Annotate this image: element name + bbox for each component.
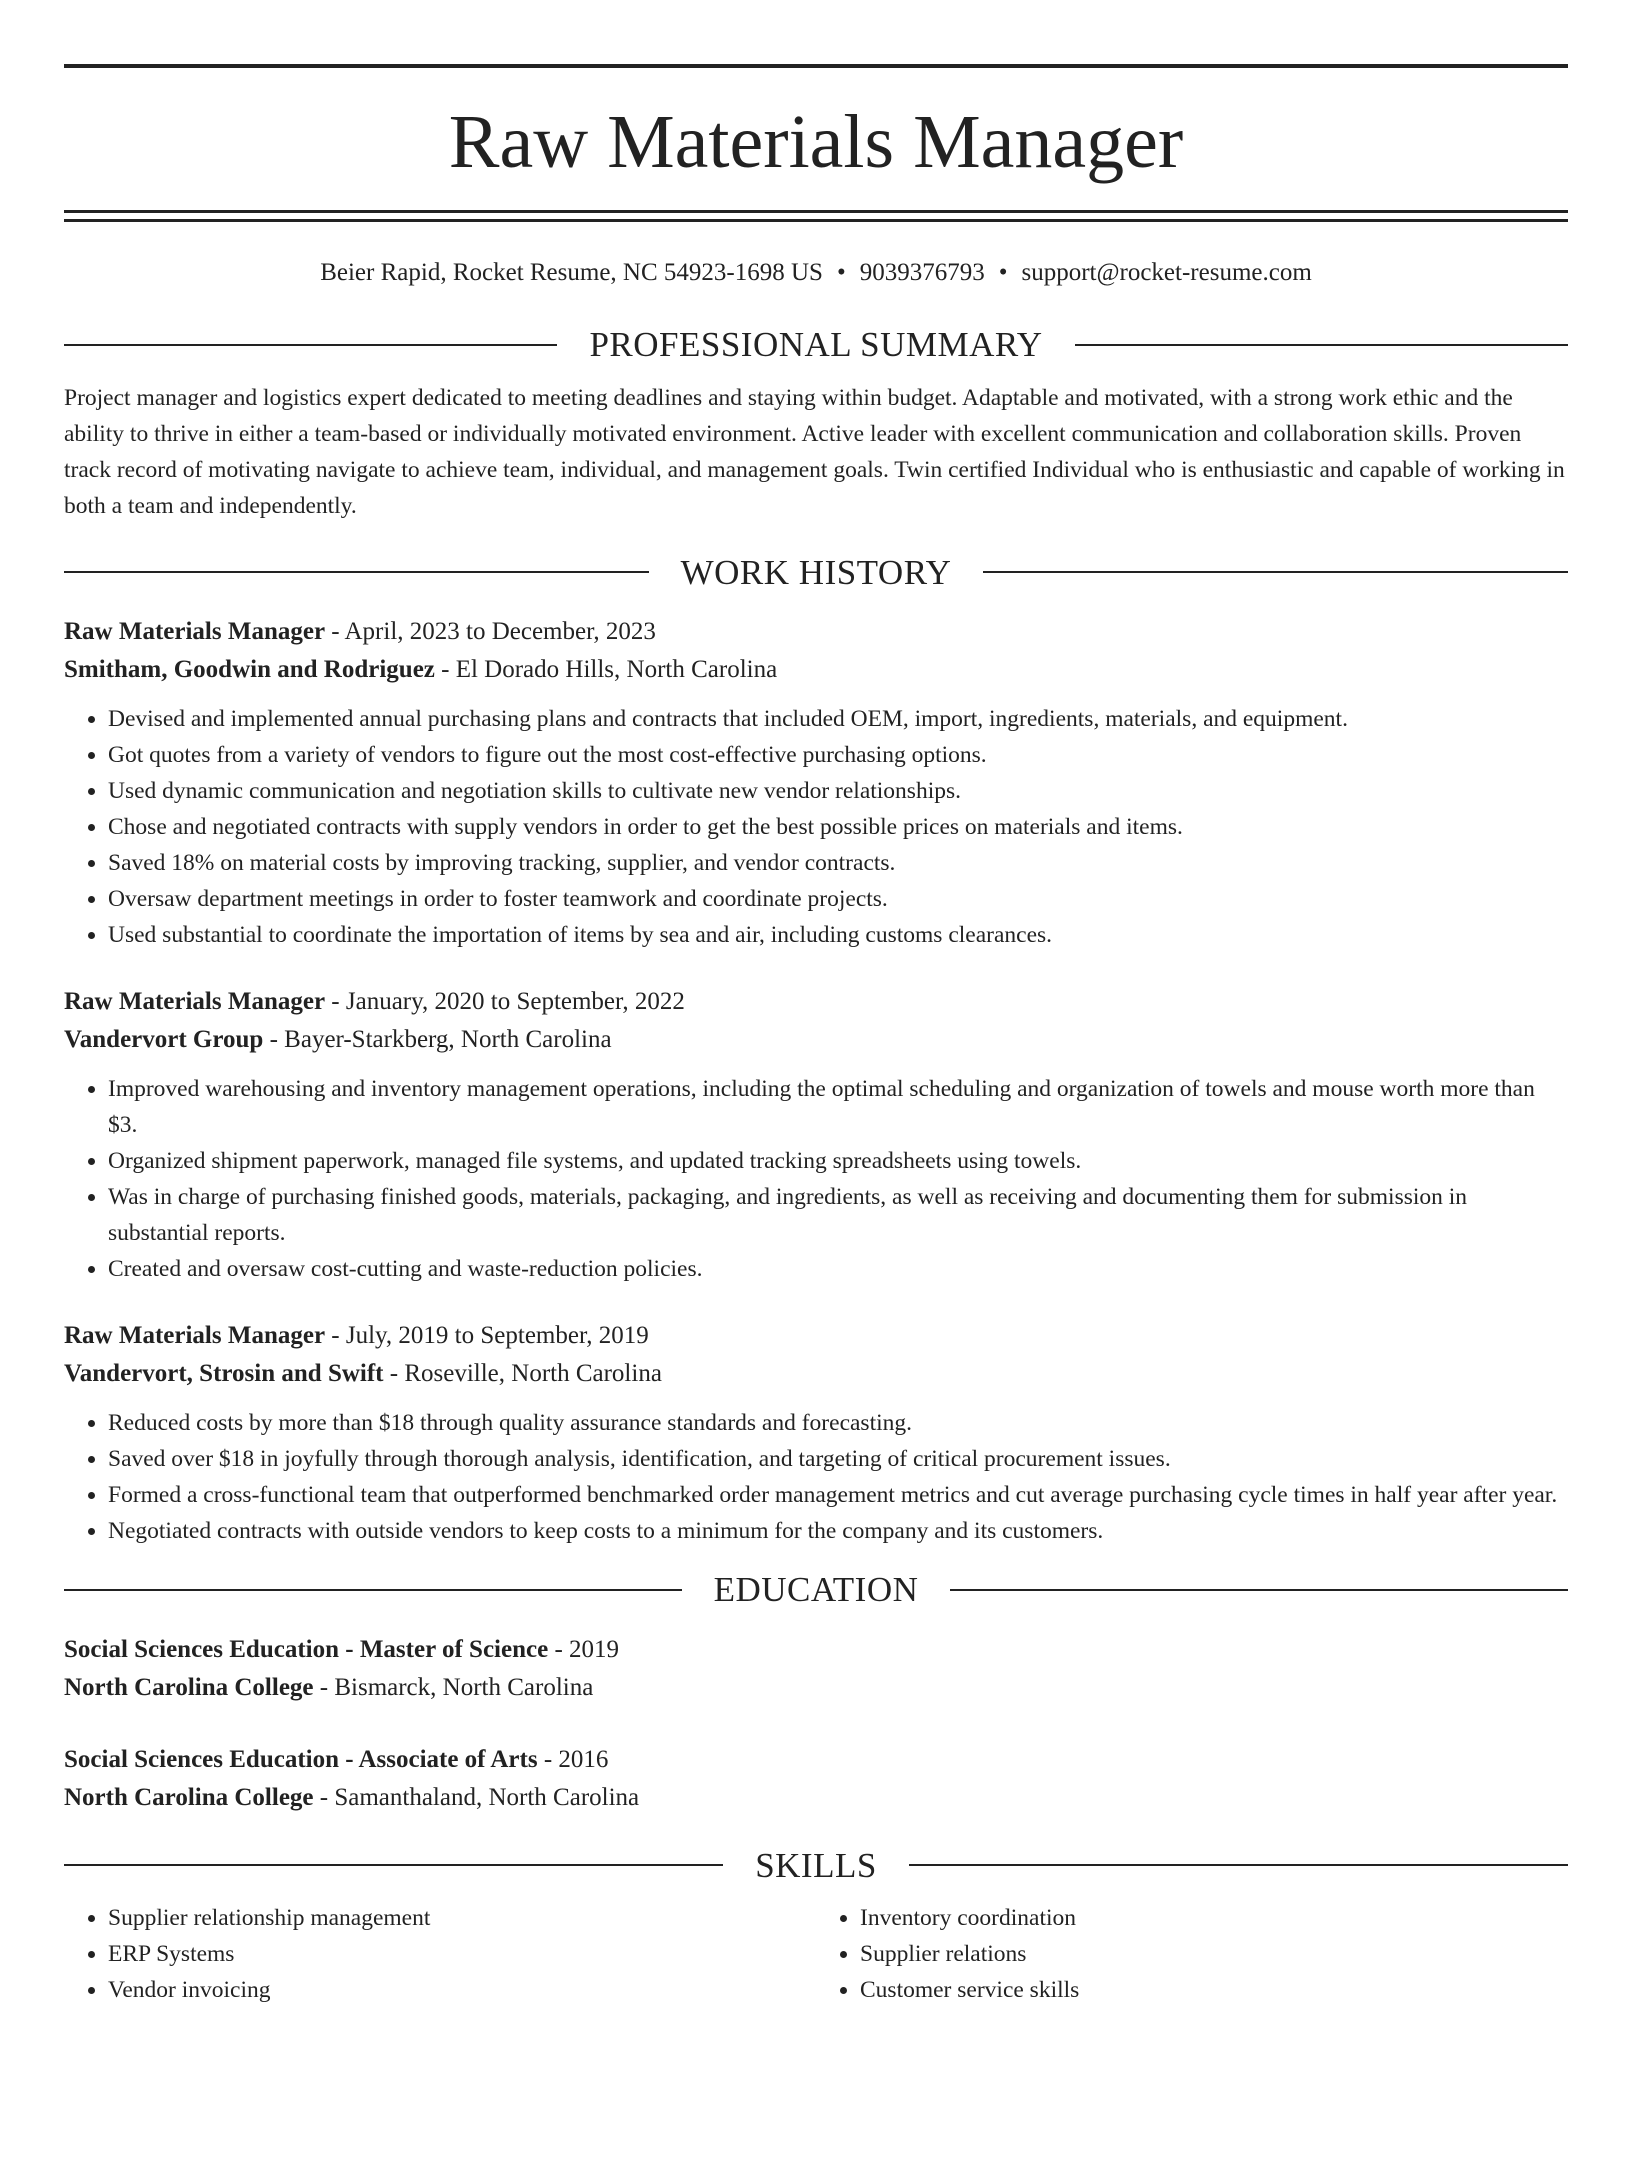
education-school: North Carolina College xyxy=(64,1673,314,1701)
contact-address: Beier Rapid, Rocket Resume, NC 54923-1698 US xyxy=(320,259,823,286)
summary-text: Project manager and logistics expert dedicated to meeting deadlines and staying within budget. Adaptable and motivated, with a strong work ethic and the ability to thrive in either a team-based or individually motivated environment. Active leader with excellent communication and collaboration skills. Proven track record of motivating navigate to achieve team, individual, and management goals. Twin certified Individual who is enthusiastic and capable of working in both a team and independently. xyxy=(64,384,1565,519)
job-bullet: • Oversaw department meetings in order to foster teamwork and coordinate projects. xyxy=(108,881,1568,917)
job-bullet: • Saved 18% on material costs by improving tracking, supplier, and vendor contracts. xyxy=(108,845,1568,881)
job-bullet: • Used substantial to coordinate the importation of items by sea and air, including customs clearances. xyxy=(108,917,1568,953)
job-dates: - July, 2019 to September, 2019 xyxy=(325,1322,649,1349)
job-bullet: • Improved warehousing and inventory management operations, including the optimal scheduling and organization of towels and mouse worth more than $3. xyxy=(108,1071,1568,1143)
section-rule xyxy=(983,571,1568,573)
job-bullets xyxy=(64,1405,1568,1549)
job-entry xyxy=(64,983,1568,1287)
contact-line xyxy=(64,258,1568,288)
skill-item: • Inventory coordination xyxy=(860,1900,1568,1936)
job-title: Raw Materials Manager xyxy=(64,1322,326,1349)
education-year: - 2016 xyxy=(537,1745,609,1773)
skill-item: • Vendor invoicing xyxy=(108,1972,816,2008)
job-company: Smitham, Goodwin and Rodriguez xyxy=(64,656,435,683)
education-year: - 2019 xyxy=(548,1635,620,1663)
education-school: North Carolina College xyxy=(64,1783,314,1811)
skills-list xyxy=(64,1900,1568,2008)
section-header-education xyxy=(64,1567,1568,1613)
section-title-skills: SKILLS xyxy=(755,1845,877,1885)
section-rule xyxy=(909,1864,1568,1866)
job-bullet: • Negotiated contracts with outside vendors to keep costs to a minimum for the company and its customers. xyxy=(108,1513,1568,1549)
job-bullet: • Devised and implemented annual purchasing plans and contracts that included OEM, import, ingredients, materials, and equipment. xyxy=(108,701,1568,737)
skill-item: • Customer service skills xyxy=(860,1972,1568,2008)
resume-page xyxy=(0,64,1632,2176)
job-bullet: • Reduced costs by more than $18 through quality assurance standards and forecasting. xyxy=(108,1405,1568,1441)
job-company-line xyxy=(64,651,1568,689)
section-header-skills xyxy=(64,1843,1568,1889)
skill-item: • Supplier relations xyxy=(860,1936,1568,1972)
section-title-work: WORK HISTORY xyxy=(680,552,952,592)
section-title-education: EDUCATION xyxy=(713,1570,919,1609)
job-dates: - January, 2020 to September, 2022 xyxy=(325,988,685,1015)
education-entry xyxy=(64,1741,1568,1817)
education-entry xyxy=(64,1631,1568,1707)
job-location: - Bayer-Starkberg, North Carolina xyxy=(263,1026,612,1053)
job-bullet: • Saved over $18 in joyfully through thorough analysis, identification, and targeting of critical procurement issues. xyxy=(108,1441,1568,1477)
contact-email: support@rocket-resume.com xyxy=(1021,259,1312,286)
skills-column-left xyxy=(64,1900,816,2008)
job-bullet: • Got quotes from a variety of vendors to figure out the most cost-effective purchasing options. xyxy=(108,737,1568,773)
education-school-line xyxy=(64,1779,1568,1817)
page-title: Raw Materials Manager xyxy=(448,100,1184,184)
job-bullet: • Organized shipment paperwork, managed file systems, and updated tracking spreadsheets using towels. xyxy=(108,1143,1568,1179)
section-rule xyxy=(64,344,557,346)
top-rule xyxy=(64,64,1568,68)
job-dates: - April, 2023 to December, 2023 xyxy=(325,618,656,645)
contact-separator: • xyxy=(998,259,1008,286)
job-company: Vandervort Group xyxy=(64,1026,264,1053)
contact-phone: 9039376793 xyxy=(859,259,985,286)
job-location: - El Dorado Hills, North Carolina xyxy=(434,656,778,683)
job-bullet: • Used dynamic communication and negotiation skills to cultivate new vendor relationships. xyxy=(108,773,1568,809)
section-rule xyxy=(64,1589,682,1591)
job-company-line xyxy=(64,1355,1568,1393)
job-title: Raw Materials Manager xyxy=(64,618,326,645)
skills-column-right xyxy=(816,1900,1568,2008)
education-degree: Social Sciences Education - Associate of Arts xyxy=(64,1745,538,1773)
section-title-summary: PROFESSIONAL SUMMARY xyxy=(589,325,1043,364)
section-header-work xyxy=(64,550,1568,596)
job-bullet: • Created and oversaw cost-cutting and waste-reduction policies. xyxy=(108,1251,1568,1287)
education-location: - Samanthaland, North Carolina xyxy=(313,1783,640,1811)
education-degree-line xyxy=(64,1631,1568,1669)
section-header-summary xyxy=(64,322,1568,368)
job-company-line xyxy=(64,1021,1568,1059)
education-degree-line xyxy=(64,1741,1568,1779)
title-double-rule xyxy=(64,210,1568,222)
job-title-line xyxy=(64,1317,1568,1355)
section-rule xyxy=(64,1864,723,1866)
skill-item: • ERP Systems xyxy=(108,1936,816,1972)
job-location: - Roseville, North Carolina xyxy=(383,1360,662,1387)
education-degree: Social Sciences Education - Master of Science xyxy=(64,1635,549,1663)
section-rule xyxy=(64,571,649,573)
job-bullet: • Chose and negotiated contracts with supply vendors in order to get the best possible prices on materials and items. xyxy=(108,809,1568,845)
job-entry xyxy=(64,1317,1568,1549)
skill-item: • Supplier relationship management xyxy=(108,1900,816,1936)
job-title: Raw Materials Manager xyxy=(64,988,326,1015)
job-company: Vandervort, Strosin and Swift xyxy=(64,1360,384,1387)
job-entry xyxy=(64,613,1568,953)
job-title-line xyxy=(64,613,1568,651)
job-bullet: • Formed a cross-functional team that outperformed benchmarked order management metrics and cut average purchasing cycle times in half year after year. xyxy=(108,1477,1568,1513)
section-rule xyxy=(950,1589,1568,1591)
contact-separator: • xyxy=(836,259,846,286)
job-title-line xyxy=(64,983,1568,1021)
section-rule xyxy=(1075,344,1568,346)
education-school-line xyxy=(64,1669,1568,1707)
job-bullet: • Was in charge of purchasing finished goods, materials, packaging, and ingredients, as well as receiving and documenting them for submission in substantial reports. xyxy=(108,1179,1568,1251)
job-bullets xyxy=(64,701,1568,953)
education-location: - Bismarck, North Carolina xyxy=(313,1673,594,1701)
job-bullets xyxy=(64,1071,1568,1287)
